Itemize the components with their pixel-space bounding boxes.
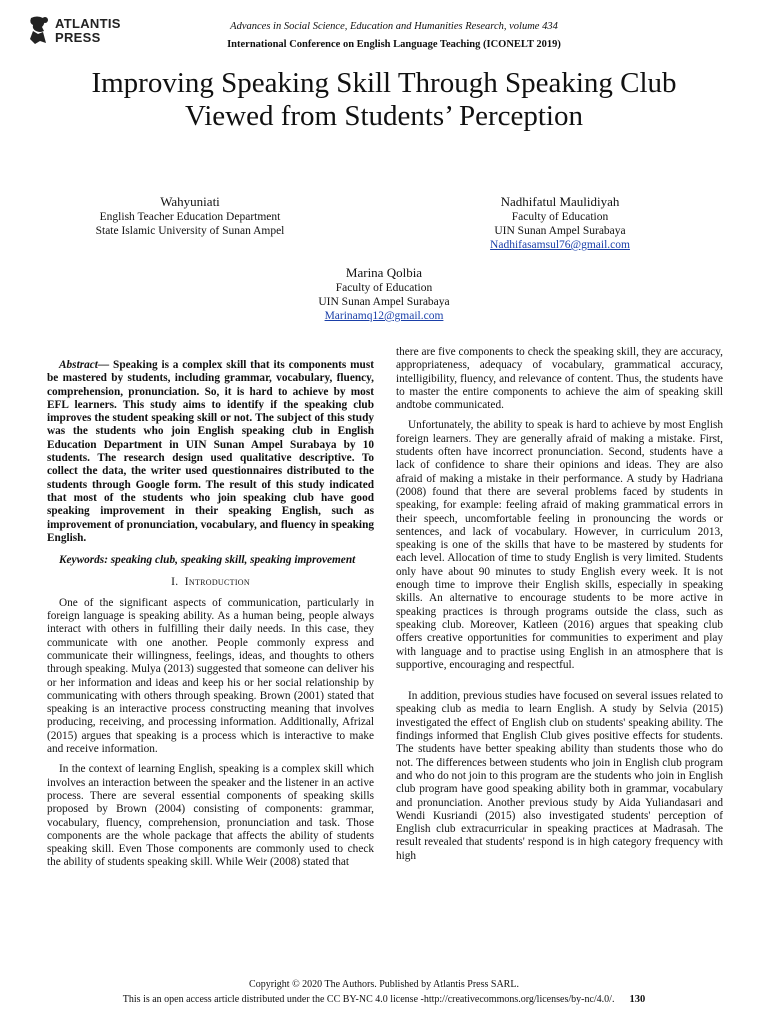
author-institution: UIN Sunan Ampel Surabaya — [318, 296, 450, 308]
author-email-link[interactable]: Marinamq12@gmail.com — [324, 310, 444, 322]
journal-name: Advances in Social Science, Education and Humanities Research, volume 434 — [230, 21, 558, 32]
abstract-label: Abstract— — [59, 359, 110, 371]
section-title: Introduction — [184, 576, 250, 589]
body-paragraph: Unfortunately, the ability to speak is hard to achieve by most English foreign learners. They are generally afraid of making a mistake. First, students often have incorrect pronunciation. Second, students have a lack of confidence to share their opinions and ideas. They are also afraid of making a mistake in their performance. A study by Hadriana (2008) found that there are several problems faced by students in speaking, for example: feeling afraid of making grammatical errors in their speech, uncomfortable feeling in pronouncing the words or sentences, and lack of vocabulary. However, in curriculum 2013, speaking is one of the skills that have to be mastered by students for each level. Allocation of time to study English is very limited. Students only have about 90 minutes to study English every week. It is not enough time to improve their English skills, especially in speaking skills. An alternative to encourage students to be more active in speaking practices is through programs outside the class, such as speaking club. Moreover, Katleen (2016) argues that speaking club offers creative opportunities for communities to experiment and play with language and to practise using English in an atmosphere that is supportive, encouraging and respectful. — [396, 419, 723, 671]
author-affiliation: Faculty of Education — [511, 211, 609, 223]
author-institution: UIN Sunan Ampel Surabaya — [494, 225, 626, 237]
footer-copyright: Copyright © 2020 The Authors. Published by Atlantis Press SARL. — [249, 979, 519, 990]
author-name: Wahyuniati — [160, 194, 220, 209]
title-line-2: Viewed from Students’ Perception — [185, 100, 583, 132]
section-number: I. — [171, 576, 179, 589]
author-name: Nadhifatul Maulidiyah — [500, 194, 620, 209]
keywords-text: speaking club, speaking skill, speaking improvement — [107, 554, 356, 567]
conference-name: International Conference on English Language Teaching (ICONELT 2019) — [227, 39, 561, 50]
author-name: Marina Qolbia — [345, 265, 423, 280]
author-email-link[interactable]: Nadhifasamsul76@gmail.com — [490, 239, 630, 251]
logo-line-2: PRESS — [55, 30, 101, 45]
keywords — [47, 554, 374, 567]
title-line-1: Improving Speaking Skill Through Speaking Club — [91, 67, 677, 99]
body-paragraph: In the context of learning English, speaking is a complex skill which involves an interaction between the speaker and the listener in an active process. There are several essential components of speaking skills proposed by Brown (2004) consisting of components: grammar, vocabulary, fluency, comprehension, pronunciation and task. Those components are the whole package that affects the ability of students speaking skill. Even Those components are commonly used to check the ability of students speaking skill. While Weir (2008) stated that — [47, 763, 374, 869]
left-column — [47, 359, 374, 877]
abstract — [47, 359, 374, 545]
author-block-2 — [440, 193, 680, 252]
author-block-1 — [70, 193, 310, 238]
body-paragraph: One of the significant aspects of communication, particularly in foreign language is speaking ability. As a human being, people always interact with others in fulfilling their daily needs. In this case, they communicate with one another. People commonly express and communicate their willingness, feelings, ideas, and thoughts to others through speaking. Mulya (2013) suggested that someone can deliver his or her information and ideas and keep his or her social relationship by communicating with others through speaking. Brown (2001) stated that speaking is an interactive process constructing meaning that involves producing, receiving, and processing information. Additionally, Afrizal (2015) argues that speaking is a process which is interactive to make and receive information. — [47, 596, 374, 756]
page-number: 130 — [629, 994, 646, 1005]
footer-license — [0, 994, 768, 1005]
abstract-text: Speaking is a complex skill that its components must be mastered by students, including grammar, vocabulary, fluency, comprehension, pronunciation. So, it is hard to achieve by most EFL learners. This study aims to identify if the speaking club improves the student speaking skill or not. The subject of this study was the students who join English speaking club in English Education Department in UIN Sunan Ampel Surabaya by 10 students. The research design used qualitative descriptive. To collect the data, the writer used questionnaires distributed to the students through Google form. The result of this study indicated that most of the students who join speaking club have good speaking improvement in their speaking English, such as improvement of pronunciation, vocabulary, and fluency in speaking English. — [47, 359, 374, 544]
keywords-label: Keywords: — [59, 554, 108, 567]
author-affiliation: Faculty of Education — [335, 282, 433, 294]
body-paragraph: there are five components to check the speaking skill, they are accuracy, appropriateness, adequacy of vocabulary, grammatical accuracy, intelligibility, fluency, and relevance of content. Thus, the students have to master the entire components to achieve the aim of speaking skill andtobe communicated. — [396, 346, 723, 412]
author-institution: State Islamic University of Sunan Ampel — [95, 225, 285, 237]
section-heading-introduction — [47, 576, 374, 589]
author-block-3 — [264, 264, 504, 323]
paper-title — [20, 67, 748, 133]
author-affiliation: English Teacher Education Department — [99, 211, 281, 223]
license-text: This is an open access article distributed under the CC BY-NC 4.0 license -http://creativecommons.org/licenses/by-nc/4.0/. — [122, 994, 615, 1005]
right-column — [396, 346, 723, 870]
logo-line-1: ATLANTIS — [55, 16, 121, 31]
body-paragraph: In addition, previous studies have focused on several issues related to speaking club as media to learn English. A study by Selvia (2015) investigated the effect of English club on students' speaking ability. The findings informed that English Club gives positive effects for students. The students have better speaking ability than students those who do not. The differences between students who join in English club program and who do not join to this program are the students who join in English club program have good speaking ability both in grammar, vocabulary and pronunciation. Another previous study by Aida Yuliandasari and Wendi Kusriandi (2015) also investigated students' perception of English club extracurricular in speaking practices at Madrasah. The result revealed that students' respond is in high category frequency with high — [396, 690, 723, 862]
